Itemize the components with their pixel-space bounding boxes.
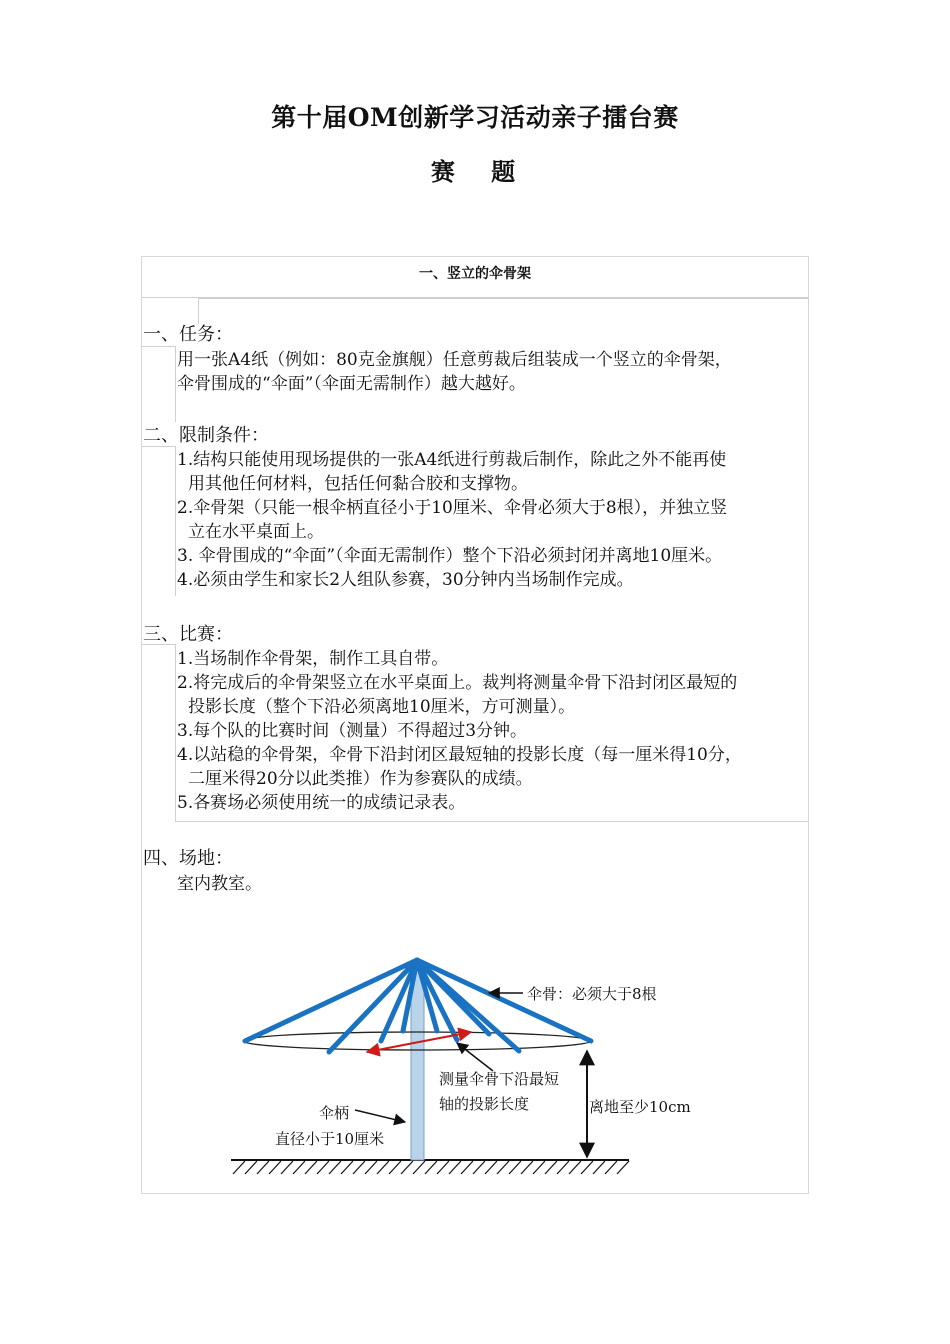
task-line: 伞骨围成的“伞面”（伞面无需制作）越大越好。: [177, 374, 526, 394]
competition-line: 2.将完成后的伞骨架竖立在水平桌面上。裁判将测量伞骨下沿封闭区最短的: [177, 673, 738, 693]
height-label: 离地至少10cm: [589, 1098, 691, 1116]
competition-line: 投影长度（整个下沿必须离地10厘米，方可测量）。: [188, 697, 576, 717]
constraint-line: 用其他任何材料，包括任何黏合胶和支撑物。: [188, 474, 528, 494]
venue-text: [177, 872, 817, 896]
constraint-line: 4.必须由学生和家长2人组队参赛，30分钟内当场制作完成。: [177, 570, 634, 590]
constraint-line: 3. 伞骨围成的“伞面”（伞面无需制作）整个下沿必须封闭并离地10厘米。: [177, 546, 723, 566]
measure-label-line2: 轴的投影长度: [439, 1095, 530, 1113]
constraint-line: 立在水平桌面上。: [188, 522, 324, 542]
constraint-line: 1.结构只能使用现场提供的一张A4纸进行剪裁后制作，除此之外不能再使: [177, 450, 727, 470]
competition-line: 二厘米得20分以此类推）作为参赛队的成绩。: [188, 769, 533, 789]
competition-line: 3.每个队的比赛时间（测量）不得超过3分钟。: [177, 721, 528, 741]
competition-line: 4.以站稳的伞骨架，伞骨下沿封闭区最短轴的投影长度（每一厘米得10分，: [177, 745, 742, 765]
handle-label-line1: 伞柄: [319, 1104, 350, 1122]
constraint-line: 2.伞骨架（只能一根伞柄直径小于10厘米、伞骨必须大于8根），并独立竖: [177, 498, 728, 518]
table-border: [198, 298, 199, 324]
measure-label-line1: 测量伞骨下沿最短: [439, 1070, 560, 1088]
document-title: 第十届OM创新学习活动亲子擂台赛: [271, 103, 679, 132]
table-border: [175, 821, 809, 822]
competition-text: [177, 647, 817, 815]
handle-label-line2: 直径小于10厘米: [275, 1130, 385, 1148]
table-border: [175, 644, 176, 822]
competition-heading: 三、比赛：: [143, 624, 233, 645]
constraints-heading: 二、限制条件：: [143, 425, 269, 446]
handle-pointer: [355, 1110, 405, 1122]
task-text: [177, 348, 817, 396]
measure-pointer: [457, 1043, 493, 1071]
ground: [231, 1160, 629, 1174]
umbrella-frame-diagram: [141, 900, 809, 1190]
ribs-label: 伞骨：必须大于8根: [527, 985, 657, 1003]
table-border: [175, 446, 176, 596]
task-heading: 一、任务：: [143, 324, 233, 345]
venue-heading: 四、场地：: [143, 848, 233, 869]
table-border: [175, 346, 176, 422]
task-line: 用一张A4纸（例如：80克金旗舰）任意剪裁后组装成一个竖立的伞骨架，: [177, 350, 732, 370]
document-subtitle: 赛 题: [430, 157, 530, 186]
section-title: 一、竖立的伞骨架: [419, 266, 531, 282]
competition-line: 5.各赛场必须使用统一的成绩记录表。: [177, 793, 466, 813]
venue-line: 室内教室。: [177, 874, 262, 894]
constraints-text: [177, 448, 817, 592]
table-border: [198, 298, 809, 299]
competition-line: 1.当场制作伞骨架，制作工具自带。: [177, 649, 449, 669]
